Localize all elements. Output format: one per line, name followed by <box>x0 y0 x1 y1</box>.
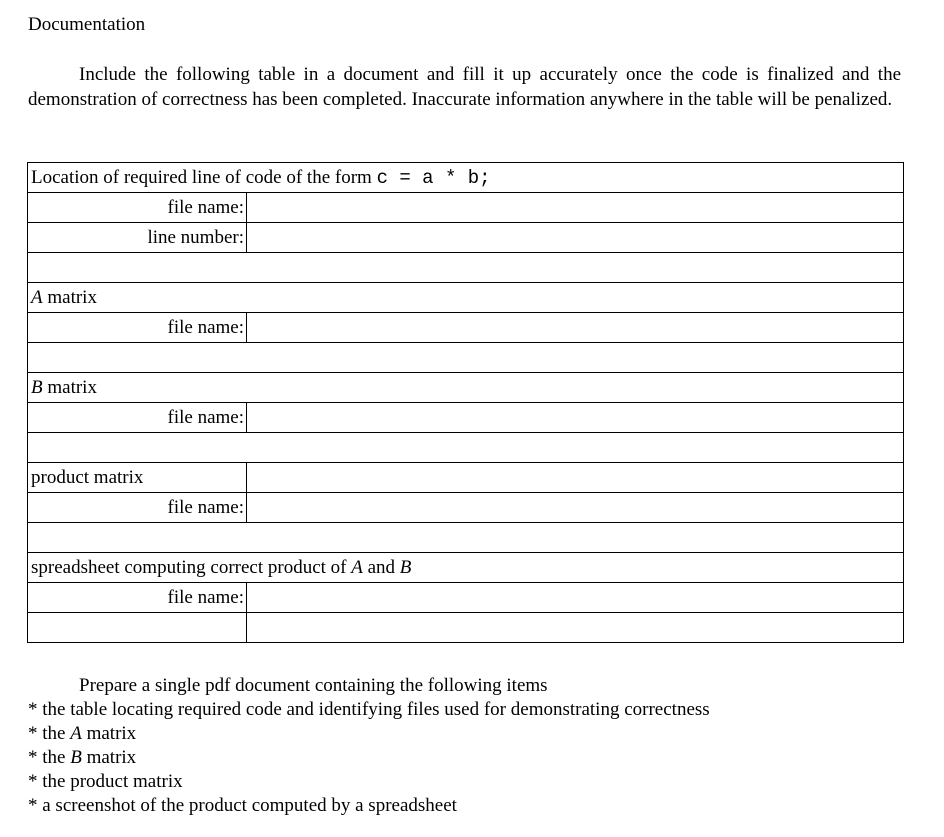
product-matrix-label: product matrix <box>28 463 247 493</box>
table-row-location-header <box>28 163 904 193</box>
table-row-spacer <box>28 343 904 373</box>
b-matrix-header-cell <box>28 373 904 403</box>
table-row-spreadsheet-file <box>28 583 904 613</box>
spacer-cell <box>28 343 904 373</box>
a-matrix-var: A <box>31 287 43 308</box>
location-header-cell <box>28 163 904 193</box>
empty-value-cell[interactable] <box>247 613 904 643</box>
table-row-location-line <box>28 223 904 253</box>
a-matrix-suffix: matrix <box>42 287 97 308</box>
spreadsheet-var-b: B <box>399 557 412 578</box>
product-file-label: file name: <box>28 493 247 523</box>
spreadsheet-conj: and <box>362 557 400 578</box>
location-file-label: file name: <box>28 193 247 223</box>
intro-paragraph: Include the following table in a document and fill it up accurately once the code is finalized and the demonstration of correctness has been completed. Inaccurate information anywhere in the table will be penalized. <box>28 64 901 110</box>
product-file-value-cell[interactable] <box>247 493 904 523</box>
items-list <box>28 674 710 818</box>
table-row-product-file <box>28 493 904 523</box>
table-row-spacer <box>28 433 904 463</box>
code-snippet: c = a * b; <box>376 166 491 189</box>
spreadsheet-file-label: file name: <box>28 583 247 613</box>
location-line-label: line number: <box>28 223 247 253</box>
table-row-product-header <box>28 463 904 493</box>
empty-cell <box>28 613 247 643</box>
spreadsheet-header-cell <box>28 553 904 583</box>
a-matrix-file-label: file name: <box>28 313 247 343</box>
spreadsheet-file-value-cell[interactable] <box>247 583 904 613</box>
table-row-spreadsheet-header <box>28 553 904 583</box>
location-file-value-cell[interactable] <box>247 193 904 223</box>
list-item <box>28 746 710 770</box>
items-lead: Prepare a single pdf document containing the following items <box>79 675 548 696</box>
item3-suffix: matrix <box>81 747 137 768</box>
list-item <box>28 722 710 746</box>
spreadsheet-var-a: A <box>351 557 363 578</box>
list-item: * a screenshot of the product computed by a spreadsheet <box>28 795 457 816</box>
a-matrix-header-cell <box>28 283 904 313</box>
a-matrix-file-value-cell[interactable] <box>247 313 904 343</box>
spreadsheet-prefix: spreadsheet computing correct product of <box>31 557 352 578</box>
b-matrix-file-value-cell[interactable] <box>247 403 904 433</box>
product-matrix-value-cell[interactable] <box>247 463 904 493</box>
item3-var: B <box>70 747 82 768</box>
b-matrix-file-label: file name: <box>28 403 247 433</box>
documentation-table <box>27 162 904 643</box>
table-row-location-file <box>28 193 904 223</box>
item3-prefix: * the <box>28 747 71 768</box>
location-title: Location of required line of code of the form <box>31 166 377 188</box>
table-row-b-matrix-header <box>28 373 904 403</box>
item2-suffix: matrix <box>81 723 137 744</box>
item2-var: A <box>70 723 82 744</box>
table-row-spacer <box>28 253 904 283</box>
table-row-empty <box>28 613 904 643</box>
table-row-a-matrix-header <box>28 283 904 313</box>
b-matrix-suffix: matrix <box>42 377 97 398</box>
document-heading: Documentation <box>28 14 146 35</box>
spacer-cell <box>28 523 904 553</box>
spacer-cell <box>28 253 904 283</box>
list-item: * the table locating required code and identifying files used for demonstrating correctness <box>28 699 710 720</box>
table-row-spacer <box>28 523 904 553</box>
table-row-b-matrix-file <box>28 403 904 433</box>
spacer-cell <box>28 433 904 463</box>
table-row-a-matrix-file <box>28 313 904 343</box>
b-matrix-var: B <box>31 377 43 398</box>
list-item: * the product matrix <box>28 771 183 792</box>
item2-prefix: * the <box>28 723 71 744</box>
location-line-value-cell[interactable] <box>247 223 904 253</box>
